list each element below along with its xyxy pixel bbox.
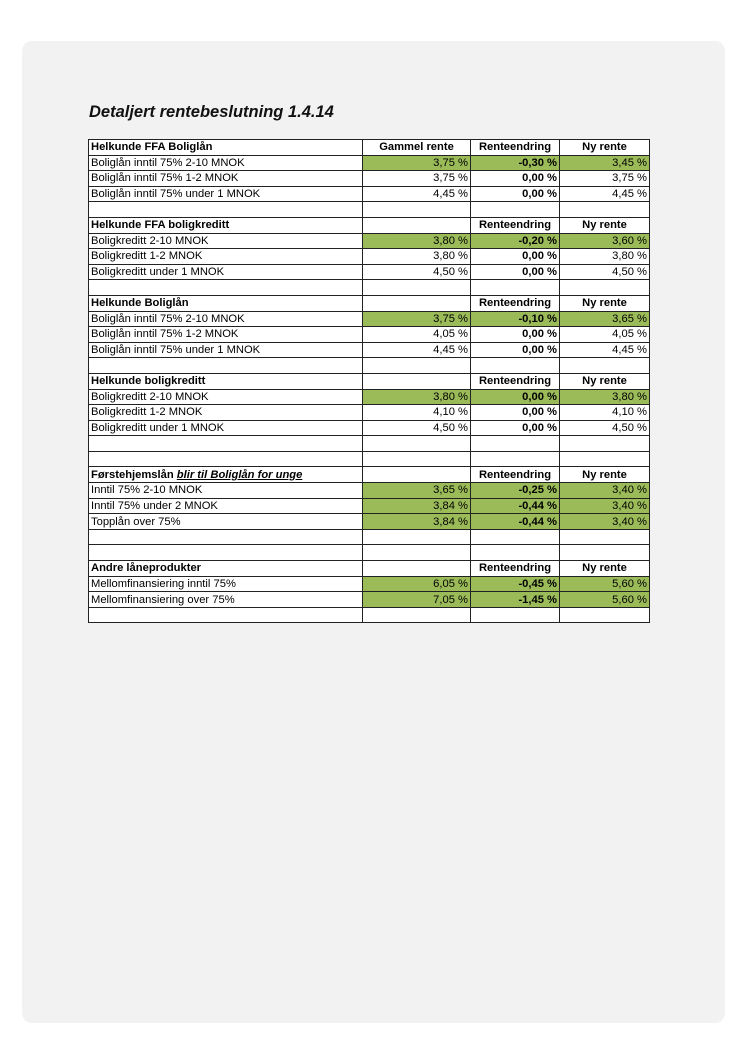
old-rate-cell: 3,80 % [363, 389, 471, 405]
new-rate-cell: 3,65 % [560, 311, 650, 327]
table-row [89, 311, 650, 327]
blank-cell [560, 358, 650, 374]
table-row [89, 576, 650, 592]
loan-product-label: Boliglån inntil 75% 2-10 MNOK [89, 311, 363, 327]
table-row [89, 483, 650, 499]
loan-product-label: Mellomfinansiering over 75% [89, 592, 363, 608]
new-rate-cell: 5,60 % [560, 592, 650, 608]
blank-cell [471, 358, 560, 374]
old-rate-cell: 4,10 % [363, 405, 471, 421]
old-rate-cell: 3,84 % [363, 514, 471, 530]
blank-cell [560, 607, 650, 623]
section-title-text: Andre låneprodukter [91, 562, 202, 575]
blank-row [89, 545, 650, 561]
loan-product-label: Boligkreditt under 1 MNOK [89, 264, 363, 280]
table-row [89, 186, 650, 202]
new-rate-cell: 4,45 % [560, 186, 650, 202]
old-rate-cell: 7,05 % [363, 592, 471, 608]
section-title-text: Helkunde Boliglån [91, 297, 189, 310]
loan-product-label: Inntil 75% under 2 MNOK [89, 498, 363, 514]
blank-row [89, 529, 650, 545]
rate-change-cell: -0,20 % [471, 233, 560, 249]
blank-cell [471, 545, 560, 561]
old-rate-cell: 3,75 % [363, 155, 471, 171]
rate-change-cell: -0,25 % [471, 483, 560, 499]
table-row [89, 342, 650, 358]
new-rate-cell: 3,80 % [560, 389, 650, 405]
loan-product-label: Boliglån inntil 75% under 1 MNOK [89, 186, 363, 202]
section-header-row [89, 561, 650, 577]
blank-cell [89, 451, 363, 467]
blank-cell [560, 202, 650, 218]
new-rate-cell: 3,40 % [560, 483, 650, 499]
blank-row [89, 436, 650, 452]
new-rate-cell: 3,40 % [560, 498, 650, 514]
section-title-text: Helkunde boligkreditt [91, 375, 206, 388]
loan-product-label: Boligkreditt under 1 MNOK [89, 420, 363, 436]
section-title [89, 217, 363, 233]
document-page [22, 41, 725, 1023]
table-row [89, 327, 650, 343]
new-rate-cell: 3,80 % [560, 249, 650, 265]
blank-cell [560, 436, 650, 452]
column-header-old-rate [363, 295, 471, 311]
table-row [89, 514, 650, 530]
blank-cell [363, 436, 471, 452]
column-header-change: Renteendring [471, 373, 560, 389]
rate-change-cell: 0,00 % [471, 420, 560, 436]
section-title-text: Førstehjemslån [91, 468, 177, 481]
blank-cell [560, 545, 650, 561]
new-rate-cell: 3,45 % [560, 155, 650, 171]
column-header-change: Renteendring [471, 467, 560, 483]
blank-cell [560, 280, 650, 296]
loan-product-label: Mellomfinansiering inntil 75% [89, 576, 363, 592]
blank-row [89, 451, 650, 467]
table-row [89, 249, 650, 265]
column-header-old-rate [363, 373, 471, 389]
table-row [89, 592, 650, 608]
blank-cell [363, 529, 471, 545]
document-title: Detaljert rentebeslutning 1.4.14 [89, 103, 334, 121]
column-header-old-rate [363, 217, 471, 233]
blank-cell [560, 451, 650, 467]
loan-product-label: Boligkreditt 1-2 MNOK [89, 405, 363, 421]
table-row [89, 405, 650, 421]
blank-row [89, 358, 650, 374]
old-rate-cell: 6,05 % [363, 576, 471, 592]
rate-change-cell: -0,44 % [471, 514, 560, 530]
rate-change-cell: -1,45 % [471, 592, 560, 608]
section-header-row [89, 373, 650, 389]
section-title [89, 140, 363, 156]
column-header-new-rate: Ny rente [560, 373, 650, 389]
rate-change-cell: 0,00 % [471, 264, 560, 280]
blank-row [89, 280, 650, 296]
old-rate-cell: 3,65 % [363, 483, 471, 499]
rate-change-cell: 0,00 % [471, 405, 560, 421]
table-row [89, 171, 650, 187]
column-header-change: Renteendring [471, 217, 560, 233]
new-rate-cell: 5,60 % [560, 576, 650, 592]
section-title-note: blir til Boliglån for unge [176, 468, 303, 481]
rate-change-cell: -0,45 % [471, 576, 560, 592]
new-rate-cell: 3,40 % [560, 514, 650, 530]
column-header-new-rate: Ny rente [560, 295, 650, 311]
rate-change-cell: 0,00 % [471, 186, 560, 202]
old-rate-cell: 4,45 % [363, 186, 471, 202]
blank-cell [471, 529, 560, 545]
table-row [89, 155, 650, 171]
loan-product-label: Inntil 75% 2-10 MNOK [89, 483, 363, 499]
blank-cell [89, 545, 363, 561]
loan-product-label: Topplån over 75% [89, 514, 363, 530]
blank-cell [89, 607, 363, 623]
blank-cell [471, 436, 560, 452]
rate-table-body [89, 140, 650, 623]
section-header-row [89, 140, 650, 156]
blank-cell [89, 529, 363, 545]
column-header-new-rate: Ny rente [560, 140, 650, 156]
blank-cell [363, 358, 471, 374]
section-header-row [89, 467, 650, 483]
table-row [89, 233, 650, 249]
blank-cell [471, 202, 560, 218]
new-rate-cell: 3,75 % [560, 171, 650, 187]
blank-cell [363, 280, 471, 296]
table-row [89, 420, 650, 436]
section-header-row [89, 217, 650, 233]
old-rate-cell: 3,84 % [363, 498, 471, 514]
blank-cell [471, 280, 560, 296]
old-rate-cell: 3,75 % [363, 171, 471, 187]
rate-change-cell: 0,00 % [471, 171, 560, 187]
section-title [89, 467, 363, 483]
new-rate-cell: 4,45 % [560, 342, 650, 358]
column-header-old-rate: Gammel rente [363, 140, 471, 156]
rate-change-cell: 0,00 % [471, 249, 560, 265]
column-header-new-rate: Ny rente [560, 217, 650, 233]
column-header-new-rate: Ny rente [560, 467, 650, 483]
new-rate-cell: 4,50 % [560, 264, 650, 280]
old-rate-cell: 4,05 % [363, 327, 471, 343]
blank-cell [89, 280, 363, 296]
new-rate-cell: 4,50 % [560, 420, 650, 436]
section-title [89, 373, 363, 389]
section-title-text: Helkunde FFA boligkreditt [91, 219, 230, 232]
old-rate-cell: 3,75 % [363, 311, 471, 327]
loan-product-label: Boliglån inntil 75% 1-2 MNOK [89, 171, 363, 187]
column-header-old-rate [363, 467, 471, 483]
rate-change-cell: -0,44 % [471, 498, 560, 514]
table-row [89, 264, 650, 280]
new-rate-cell: 4,10 % [560, 405, 650, 421]
rate-change-cell: 0,00 % [471, 342, 560, 358]
blank-cell [560, 529, 650, 545]
blank-cell [363, 607, 471, 623]
new-rate-cell: 3,60 % [560, 233, 650, 249]
table-row [89, 389, 650, 405]
rate-change-cell: -0,30 % [471, 155, 560, 171]
column-header-change: Renteendring [471, 140, 560, 156]
blank-cell [471, 451, 560, 467]
column-header-change: Renteendring [471, 295, 560, 311]
blank-cell [363, 545, 471, 561]
section-title-text: Helkunde FFA Boliglån [91, 141, 213, 154]
loan-product-label: Boliglån inntil 75% under 1 MNOK [89, 342, 363, 358]
loan-product-label: Boligkreditt 1-2 MNOK [89, 249, 363, 265]
blank-cell [89, 202, 363, 218]
table-row [89, 498, 650, 514]
old-rate-cell: 4,45 % [363, 342, 471, 358]
blank-cell [89, 358, 363, 374]
rate-change-cell: -0,10 % [471, 311, 560, 327]
blank-cell [363, 202, 471, 218]
loan-product-label: Boliglån inntil 75% 1-2 MNOK [89, 327, 363, 343]
old-rate-cell: 4,50 % [363, 420, 471, 436]
old-rate-cell: 3,80 % [363, 249, 471, 265]
section-title [89, 295, 363, 311]
section-header-row [89, 295, 650, 311]
old-rate-cell: 4,50 % [363, 264, 471, 280]
blank-row [89, 202, 650, 218]
blank-cell [363, 451, 471, 467]
loan-product-label: Boliglån inntil 75% 2-10 MNOK [89, 155, 363, 171]
rate-table [88, 139, 650, 623]
rate-change-cell: 0,00 % [471, 389, 560, 405]
column-header-old-rate [363, 561, 471, 577]
section-title [89, 561, 363, 577]
loan-product-label: Boligkreditt 2-10 MNOK [89, 389, 363, 405]
rate-change-cell: 0,00 % [471, 327, 560, 343]
blank-cell [471, 607, 560, 623]
loan-product-label: Boligkreditt 2-10 MNOK [89, 233, 363, 249]
blank-cell [89, 436, 363, 452]
old-rate-cell: 3,80 % [363, 233, 471, 249]
blank-row [89, 607, 650, 623]
column-header-change: Renteendring [471, 561, 560, 577]
column-header-new-rate: Ny rente [560, 561, 650, 577]
new-rate-cell: 4,05 % [560, 327, 650, 343]
